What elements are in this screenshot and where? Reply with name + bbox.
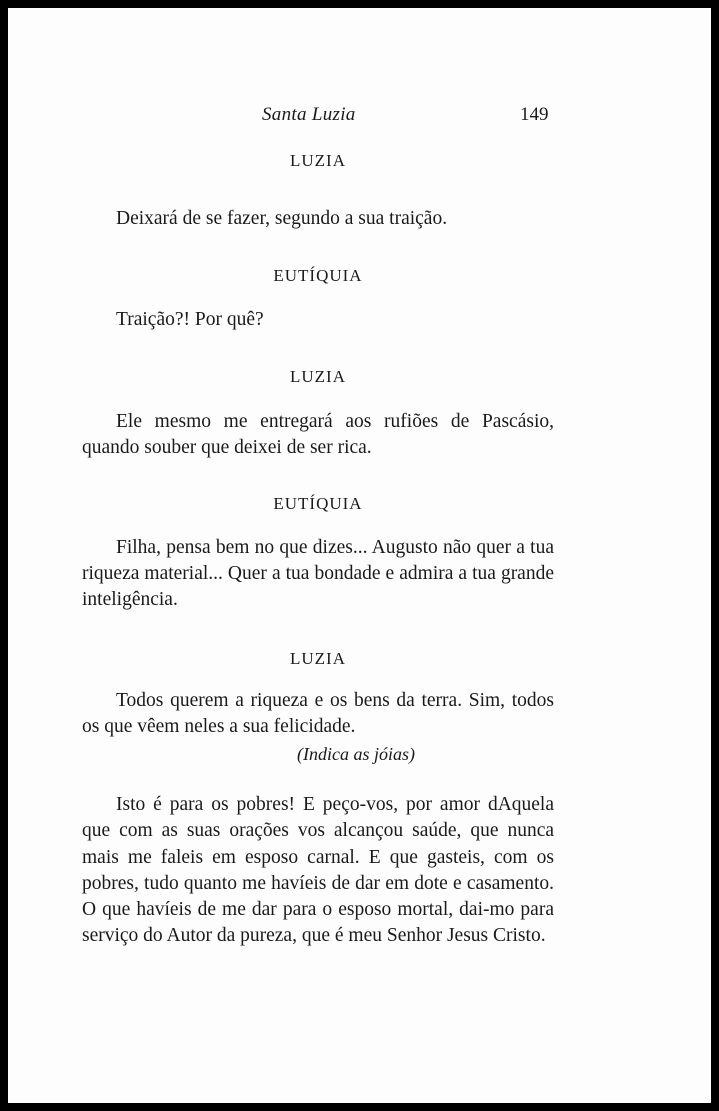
stage-direction: (Indica as jóias) bbox=[297, 744, 415, 764]
dialogue-paragraph: Isto é para os pobres! E peço-vos, por amor dAquela que com as suas orações vos alcançou saúde, que nunca mais me faleis em esposo carnal. E que gasteis, com os pobres, tudo quanto me havíeis de dar em dote e casamento. O que havíeis de me dar para o esposo mortal, dai-mo para serviço do Autor da pureza, que é meu Senhor Jesus Cristo. bbox=[82, 794, 554, 947]
page-number: 149 bbox=[520, 104, 549, 125]
book-page bbox=[8, 8, 711, 1103]
speaker-name: LUZIA bbox=[290, 649, 346, 668]
running-title: Santa Luzia bbox=[262, 104, 356, 125]
dialogue-paragraph: Todos querem a riqueza e os bens da terra. Sim, todos os que vêem neles a sua felicidade. bbox=[82, 690, 554, 737]
page-header bbox=[8, 104, 711, 134]
speaker-name: LUZIA bbox=[290, 151, 346, 170]
dialogue-paragraph: Traição?! Por quê? bbox=[116, 309, 264, 330]
speaker-name: EUTÍQUIA bbox=[273, 266, 363, 285]
dialogue-paragraph: Filha, pensa bem no que dizes... Augusto não quer a tua riqueza material... Quer a tua bondade e admira a tua grande inteligência. bbox=[82, 537, 554, 610]
dialogue-paragraph: Ele mesmo me entregará aos rufiões de Pascásio, quando souber que deixei de ser rica. bbox=[82, 411, 554, 458]
speaker-name: EUTÍQUIA bbox=[273, 494, 363, 513]
speaker-name: LUZIA bbox=[290, 367, 346, 386]
dialogue-paragraph: Deixará de se fazer, segundo a sua traição. bbox=[116, 208, 448, 229]
